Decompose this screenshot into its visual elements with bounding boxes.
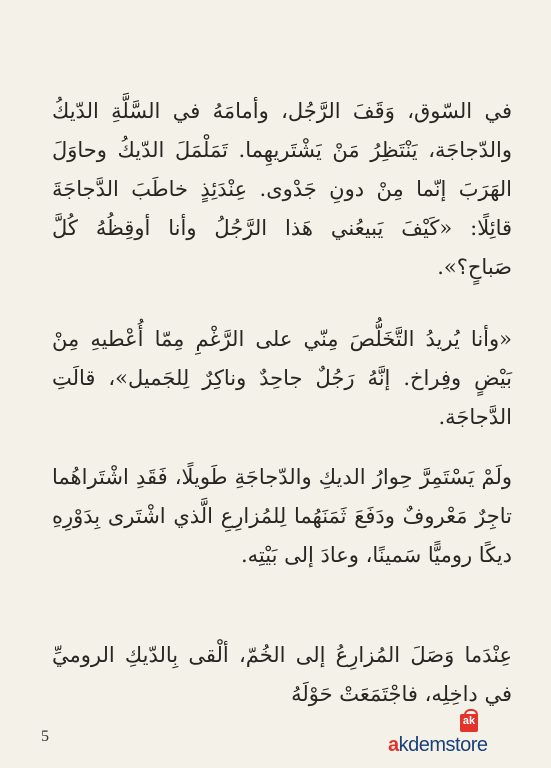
paragraph-2: «وأنا يُريدُ التَّخَلُّصَ مِنّي على الرَّغْمِ مِمّا أُعْطيهِ مِنْ بَيْضٍ وفِراخ. إنَّهُ رَجُلٌ جاحِدٌ وناكِرٌ لِلجَميل»، قالَتِ الدَّجاجَة.: [52, 327, 512, 429]
paragraph-4: عِنْدَما وَصَلَ المُزارِعُ إلى الخُمّ، ألْقى بِالدّيكِ الروميِّ في داخِلِه، فاجْتَمَعَتْ حَوْلَهُ: [52, 643, 512, 706]
brand-name: [388, 734, 488, 757]
page-number: 5: [41, 728, 49, 745]
paragraph-3: ولَمْ يَسْتَمِرَّ حِوارُ الديكِ والدّجاجَةِ طَويلًا، فَقَدِ اشْتَراهُما تاجِرٌ مَعْروفٌ ودَفَعَ ثَمَنَهُما لِلمُزارِعِ الَّذي اشْتَرى بِدَوْرِهِ ديكًا روميًّا سَمينًا، وعادَ إلى بَيْتِه.: [52, 465, 512, 567]
shopping-bag-icon: [460, 714, 478, 732]
brand-name-first: a: [388, 734, 399, 756]
paragraph-1: في السّوق، وَقَفَ الرَّجُل، وأمامَهُ في السَّلَّةِ الدّيكُ والدّجاجَة، يَنْتَظِرُ مَنْ يَشْتَريهِما. تَمَلْمَلَ الدّيكُ وحاوَلَ الهَرَبَ إنّما مِنْ دونِ جَدْوى. عِنْدَئِذٍ خاطَبَ الدَّجاجَةَ قائِلًا: «كَيْفَ يَبيعُني هَذا الرَّجُلُ وأنا أوقِظُهُ كُلَّ صَباحٍ؟».: [52, 99, 513, 279]
brand-name-rest: kdemstore: [398, 734, 488, 756]
akdemstore-logo: [388, 714, 546, 760]
logo-icon-letters: ak: [462, 715, 476, 727]
